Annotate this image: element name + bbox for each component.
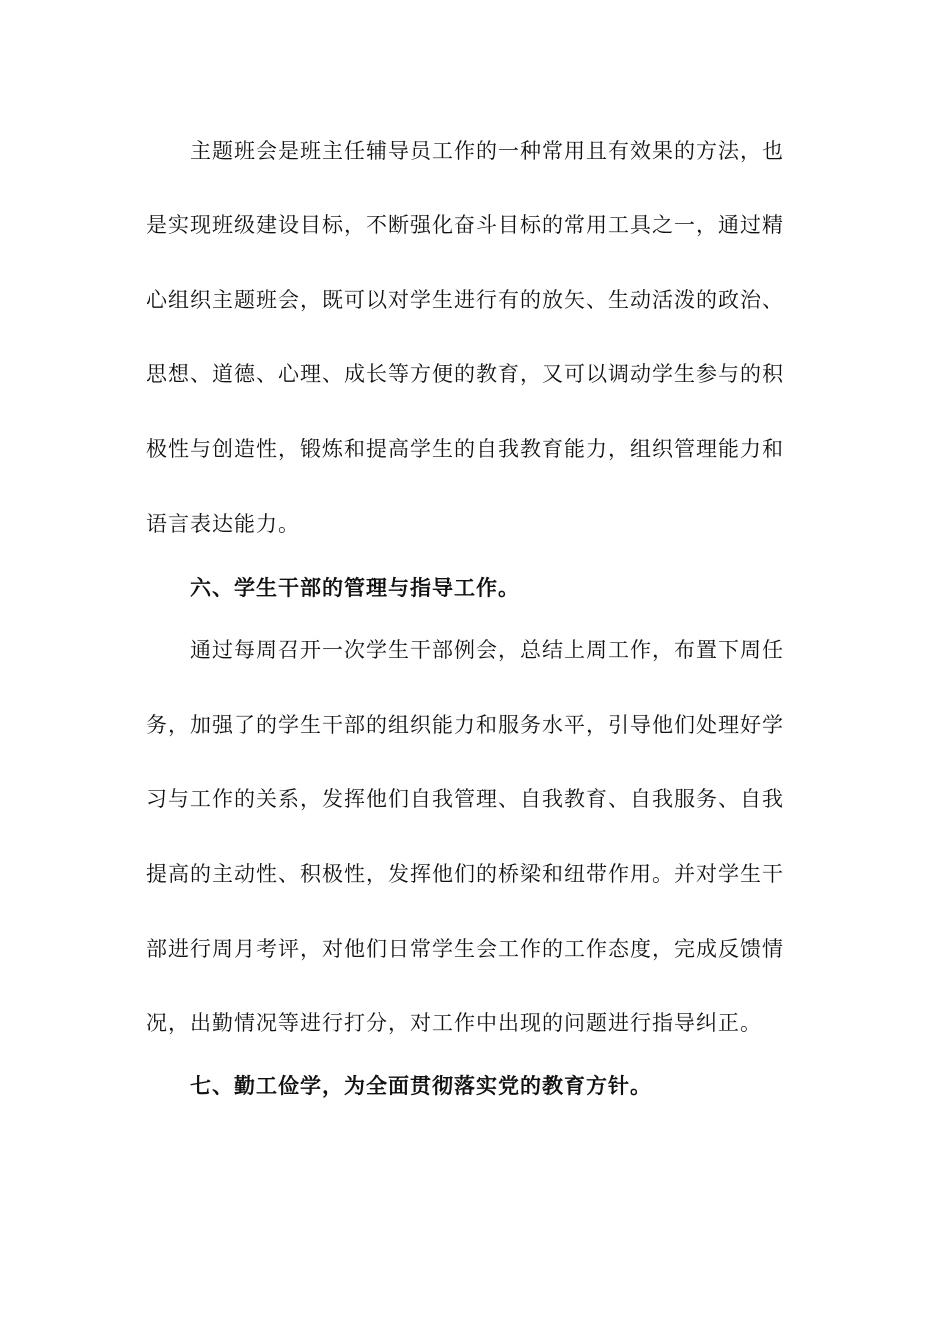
section-heading-6: 六、学生干部的管理与指导工作。 [190, 576, 520, 600]
paragraph-line: 习与工作的关系，发挥他们自我管理、自我教育、自我服务、自我 [146, 787, 784, 811]
paragraph-line: 部进行周月考评，对他们日常学生会工作的工作态度，完成反馈情 [146, 937, 784, 961]
section-heading-7: 七、勤工俭学，为全面贯彻落实党的教育方针。 [190, 1074, 652, 1098]
paragraph-line: 通过每周召开一次学生干部例会，总结上周工作，布置下周任 [190, 638, 784, 662]
paragraph-line: 心组织主题班会，既可以对学生进行有的放矢、生动活泼的政治、 [146, 288, 784, 312]
paragraph-line: 极性与创造性，锻炼和提高学生的自我教育能力，组织管理能力和 [146, 437, 784, 461]
paragraph-line: 提高的主动性、积极性，发挥他们的桥梁和纽带作用。并对学生干 [146, 862, 784, 886]
paragraph-line: 主题班会是班主任辅导员工作的一种常用且有效果的方法，也 [190, 139, 784, 163]
paragraph-line: 思想、道德、心理、成长等方便的教育，又可以调动学生参与的积 [146, 362, 784, 386]
paragraph-line: 务，加强了的学生干部的组织能力和服务水平，引导他们处理好学 [146, 713, 784, 737]
paragraph-line: 况，出勤情况等进行打分，对工作中出现的问题进行指导纠正。 [146, 1011, 762, 1035]
paragraph-line: 是实现班级建设目标，不断强化奋斗目标的常用工具之一，通过精 [146, 213, 784, 237]
paragraph-line: 语言表达能力。 [146, 512, 300, 536]
